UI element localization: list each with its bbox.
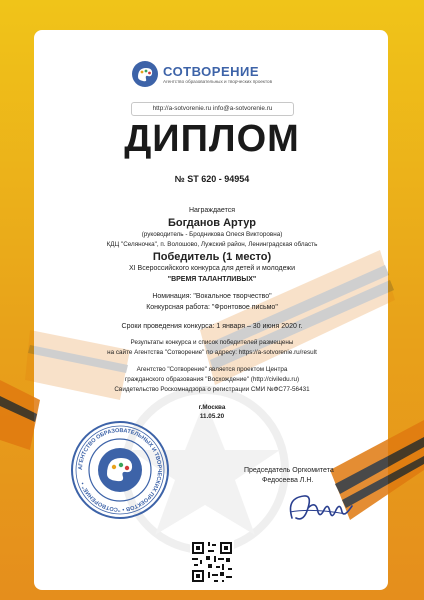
organization: КДЦ "Селяночка", п. Волошово, Лужский район, Ленинградская область <box>106 241 318 248</box>
supervisor: (руководитель - Бродникова Олеся Викторовна) <box>141 231 283 238</box>
project-line-2: гражданского образования "Восхождение" (http://civiledu.ru) <box>124 376 300 383</box>
city: г.Москва <box>198 404 226 411</box>
issue-date: 11.05.20 <box>199 413 225 420</box>
organization-seal-icon <box>70 420 170 520</box>
awarded-label: Награждается <box>188 207 236 214</box>
brand-tagline: Агентство образовательных и творческих проектов <box>163 79 273 84</box>
diploma-number: № ST 620 - 94954 <box>174 174 250 184</box>
brand-logo-icon <box>131 60 159 88</box>
qr-code-icon[interactable] <box>190 540 234 584</box>
results-line-1: Результаты конкурса и список победителей размещены <box>130 339 294 346</box>
contact-links[interactable]: http://a-sotvorenie.ru info@a-sotvorenie.ru <box>131 102 294 116</box>
contest-dates: Сроки проведения конкурса: 1 января – 30 июня 2020 г. <box>121 323 303 330</box>
recipient-name: Богданов Артур <box>168 217 256 229</box>
chairman-name: Федосеева Л.Н. <box>262 477 314 484</box>
nomination: Номинация: "Вокальное творчество" <box>152 293 272 300</box>
chairman-title: Председатель Оргкомитета <box>244 467 334 474</box>
seal-text: АГЕНТСТВО ОБРАЗОВАТЕЛЬНЫХ И ТВОРЧЕСКИХ ПРОЕКТОВ • "СОТВОРЕНИЕ" • <box>77 427 163 513</box>
brand-name: СОТВОРЕНИЕ <box>163 64 260 79</box>
project-line-3: Свидетельство Роскомнадзора о регистрации СМИ №ФС77-56431 <box>114 386 310 393</box>
competition-work: Конкурсная работа: "Фронтовое письмо" <box>146 304 278 311</box>
contest-name: "ВРЕМЯ ТАЛАНТЛИВЫХ" <box>167 276 257 283</box>
project-line-1: Агентство "Сотворение" является проектом Центра <box>136 366 288 373</box>
contest-description: XI Всероссийского конкурса для детей и молодежи <box>128 265 296 272</box>
place-award: Победитель (1 место) <box>152 251 272 263</box>
diploma-title: ДИПЛОМ <box>124 118 300 160</box>
chairman-signature <box>282 488 358 528</box>
results-line-2[interactable]: на сайте Агентства "Сотворение" по адресу: https://a-sotvorenie.ru/result <box>107 349 317 356</box>
